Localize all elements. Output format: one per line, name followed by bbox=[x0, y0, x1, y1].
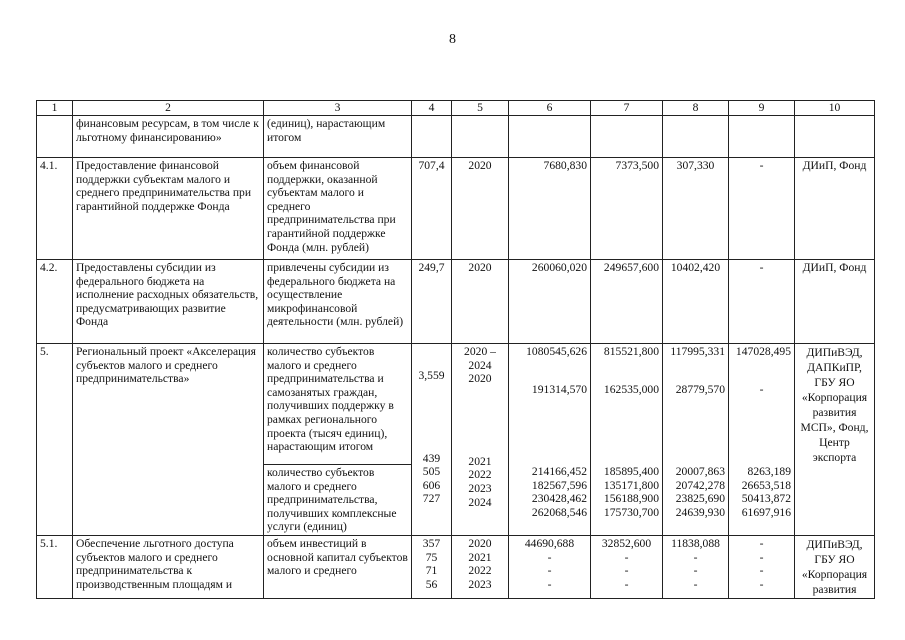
total-amount: 182567,596 bbox=[531, 478, 587, 492]
total-amount: 260060,020 bbox=[509, 260, 591, 344]
year: 2020 bbox=[468, 536, 492, 550]
total-amount: 44690,688 bbox=[524, 536, 575, 550]
other-amount: - bbox=[729, 260, 795, 344]
table-header-row bbox=[37, 101, 875, 116]
federal-amount: - bbox=[624, 564, 629, 578]
federal-amount: 249657,600 bbox=[591, 260, 663, 344]
regional-amounts bbox=[663, 344, 729, 536]
year: 2020 bbox=[468, 372, 492, 386]
other-amount: - bbox=[759, 577, 764, 591]
executor: ДИиП, Фонд bbox=[795, 260, 875, 344]
other-amounts bbox=[729, 535, 795, 598]
other-amount bbox=[729, 116, 795, 158]
row-number: 4.1. bbox=[37, 158, 73, 260]
other-amounts bbox=[729, 344, 795, 536]
years bbox=[452, 344, 509, 536]
other-amount: 8263,189 bbox=[747, 465, 791, 479]
total-amount: - bbox=[547, 564, 552, 578]
indicator-value: 3,559 bbox=[418, 369, 445, 382]
table-row bbox=[37, 260, 875, 344]
federal-amount: - bbox=[624, 550, 629, 564]
other-amount: 50413,872 bbox=[741, 492, 791, 506]
year: 2021 bbox=[468, 454, 492, 468]
year bbox=[452, 116, 509, 158]
indicator-name: (единиц), нарастающим итогом bbox=[264, 116, 412, 158]
indicator-value: 505 bbox=[422, 465, 441, 479]
total-amount: 214166,452 bbox=[531, 465, 587, 479]
indicator-cell bbox=[264, 344, 412, 536]
activity-name: Предоставлены субсидии из федерального бюджета на исполнение расходных обязательств, предусматривающих развитие Фонда bbox=[73, 260, 264, 344]
year: 2021 bbox=[468, 550, 492, 564]
year: 2023 bbox=[468, 481, 492, 495]
header-cell: 1 bbox=[37, 101, 73, 116]
year: 2023 bbox=[468, 577, 492, 591]
executor: ДИПиВЭД, ГБУ ЯО «Корпорация развития bbox=[795, 535, 875, 598]
federal-amounts bbox=[591, 344, 663, 536]
header-cell: 10 bbox=[795, 101, 875, 116]
years bbox=[452, 535, 509, 598]
indicator-value: 56 bbox=[425, 577, 438, 591]
header-cell: 2 bbox=[73, 101, 264, 116]
regional-amount bbox=[663, 116, 729, 158]
federal-amount: 156188,900 bbox=[603, 492, 659, 506]
year: 2020 bbox=[452, 158, 509, 260]
program-table bbox=[36, 100, 875, 599]
activity-name: Предоставление финансовой поддержки субъектам малого и среднего предпринимательства при гарантийной поддержке Фонда bbox=[73, 158, 264, 260]
federal-amount: 185895,400 bbox=[603, 465, 659, 479]
total-amount: 7680,830 bbox=[509, 158, 591, 260]
header-cell: 5 bbox=[452, 101, 509, 116]
total-amounts bbox=[509, 535, 591, 598]
other-amount: 147028,495 bbox=[735, 345, 791, 358]
regional-amount: 20742,278 bbox=[675, 478, 725, 492]
year: 2020 – bbox=[464, 345, 496, 358]
regional-amount: 307,330 bbox=[663, 158, 729, 260]
executor: ДИПиВЭД, ДАПКиПР, ГБУ ЯО «Корпорация развития МСП», Фонд, Центр экспорта bbox=[795, 344, 875, 536]
activity-name: финансовым ресурсам, в том числе к льготному финансированию» bbox=[73, 116, 264, 158]
header-cell: 4 bbox=[412, 101, 452, 116]
indicator-value: 439 bbox=[422, 451, 441, 465]
total-amounts bbox=[509, 344, 591, 536]
regional-amount: 24639,930 bbox=[675, 505, 725, 519]
regional-amount: 23825,690 bbox=[675, 492, 725, 506]
other-amount: - bbox=[729, 158, 795, 260]
row-number: 4.2. bbox=[37, 260, 73, 344]
indicator-value: 75 bbox=[425, 550, 438, 564]
year: 2024 bbox=[468, 495, 492, 509]
table-row bbox=[37, 116, 875, 158]
indicator-value: 606 bbox=[422, 478, 441, 492]
table-row bbox=[37, 535, 875, 598]
other-amount: - bbox=[759, 550, 764, 564]
table-row bbox=[37, 344, 875, 536]
regional-amount: 10402,420 bbox=[663, 260, 729, 344]
header-cell: 3 bbox=[264, 101, 412, 116]
other-amount: 61697,916 bbox=[741, 505, 791, 519]
federal-amounts bbox=[591, 535, 663, 598]
federal-amount: 135171,800 bbox=[603, 478, 659, 492]
year: 2022 bbox=[468, 564, 492, 578]
other-amount: - bbox=[759, 564, 764, 578]
regional-amount: - bbox=[693, 564, 698, 578]
header-cell: 7 bbox=[591, 101, 663, 116]
header-cell: 6 bbox=[509, 101, 591, 116]
indicator-name: количество субъектов малого и среднего предпринимательства и самозанятых граждан, получивших поддержку в рамках регионального проекта (тысяч единиц), нарастающим итогом bbox=[264, 344, 411, 465]
regional-amount: 11838,088 bbox=[671, 536, 720, 550]
federal-amount bbox=[591, 116, 663, 158]
federal-amount: - bbox=[624, 577, 629, 591]
year: 2024 bbox=[468, 358, 492, 372]
page-number: 8 bbox=[449, 32, 456, 47]
federal-amount: 162535,000 bbox=[603, 382, 659, 396]
row-number: 5.1. bbox=[37, 535, 73, 598]
other-amount: - bbox=[759, 536, 764, 550]
activity-name: Обеспечение льготного доступа субъектов малого и среднего предпринимательства к производственным площадям и bbox=[73, 535, 264, 598]
other-amount: - bbox=[759, 382, 764, 396]
row-number bbox=[37, 116, 73, 158]
federal-amount: 32852,600 bbox=[601, 536, 652, 550]
regional-amounts bbox=[663, 535, 729, 598]
federal-amount: 7373,500 bbox=[591, 158, 663, 260]
regional-amount: - bbox=[693, 550, 698, 564]
indicator-value: 71 bbox=[425, 564, 438, 578]
regional-amount: 20007,863 bbox=[675, 465, 725, 479]
total-amount: 1080545,626 bbox=[526, 345, 587, 358]
total-amount: - bbox=[547, 550, 552, 564]
indicator-values bbox=[412, 344, 452, 536]
header-cell: 8 bbox=[663, 101, 729, 116]
indicator-value bbox=[412, 116, 452, 158]
other-amount: 26653,518 bbox=[741, 478, 791, 492]
executor: ДИиП, Фонд bbox=[795, 158, 875, 260]
total-amount bbox=[509, 116, 591, 158]
indicator-value: 707,4 bbox=[412, 158, 452, 260]
indicator-value: 357 bbox=[422, 536, 441, 550]
federal-amount: 175730,700 bbox=[603, 505, 659, 519]
federal-amount: 815521,800 bbox=[603, 345, 659, 358]
regional-amount: - bbox=[693, 577, 698, 591]
indicator-name: привлечены субсидии из федерального бюджета на осуществление микрофинансовой деятельности (млн. рублей) bbox=[264, 260, 412, 344]
indicator-name: количество субъектов малого и среднего предпринимательства, получивших комплексные услуги (единиц) bbox=[267, 466, 397, 534]
activity-name: Региональный проект «Акселерация субъектов малого и среднего предпринимательства» bbox=[73, 344, 264, 536]
table-row bbox=[37, 158, 875, 260]
total-amount: - bbox=[547, 577, 552, 591]
indicator-name: объем финансовой поддержки, оказанной субъектам малого и среднего предпринимательства при гарантийной поддержке Фонда (млн. рублей) bbox=[264, 158, 412, 260]
executor bbox=[795, 116, 875, 158]
regional-amount: 28779,570 bbox=[675, 382, 725, 396]
row-number: 5. bbox=[37, 344, 73, 536]
indicator-value: 249,7 bbox=[412, 260, 452, 344]
total-amount: 262068,546 bbox=[531, 505, 587, 519]
regional-amount: 117995,331 bbox=[670, 345, 725, 358]
indicator-value: 727 bbox=[422, 492, 441, 506]
year: 2020 bbox=[452, 260, 509, 344]
total-amount: 191314,570 bbox=[531, 382, 587, 396]
total-amount: 230428,462 bbox=[531, 492, 587, 506]
indicator-values bbox=[412, 535, 452, 598]
year: 2022 bbox=[468, 468, 492, 482]
header-cell: 9 bbox=[729, 101, 795, 116]
indicator-name: объем инвестиций в основной капитал субъектов малого и среднего bbox=[264, 535, 412, 598]
